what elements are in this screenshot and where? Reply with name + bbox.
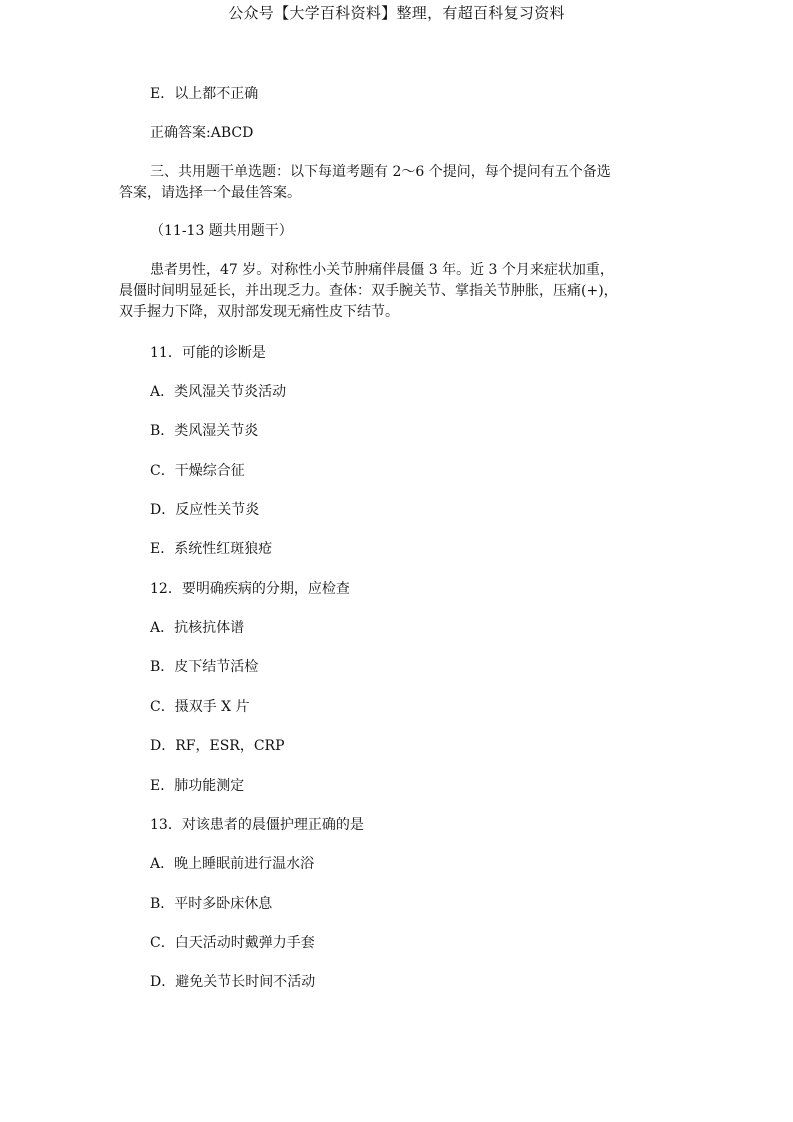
q11-option-b: B．类风湿关节炎 [150, 423, 259, 439]
question-12: 12．要明确疾病的分期，应检查 [150, 581, 350, 597]
section-instructions-line2: 答案，请选择一个最佳答案。 [119, 185, 301, 201]
q12-option-e: E．肺功能测定 [150, 778, 245, 794]
q11-option-c: C．干燥综合征 [150, 463, 245, 479]
q13-option-d: D．避免关节长时间不活动 [150, 974, 316, 990]
question-13: 13．对该患者的晨僵护理正确的是 [150, 817, 364, 833]
q12-option-a: A．抗核抗体谱 [150, 620, 245, 636]
section-instructions-line1: 三、共用题干单选题：以下每道考题有 2～6 个提问，每个提问有五个备选 [150, 164, 611, 180]
shared-stem-title: （11-13 题共用题干） [150, 223, 293, 239]
prev-option-e: E．以上都不正确 [150, 86, 259, 102]
q13-option-c: C．白天活动时戴弹力手套 [150, 935, 315, 951]
case-stem-line1: 患者男性，47 岁。对称性小关节肿痛伴晨僵 3 年。近 3 个月来症状加重， [150, 262, 614, 278]
q12-option-b: B．皮下结节活检 [150, 659, 259, 675]
q11-option-a: A．类风湿关节炎活动 [150, 384, 287, 400]
q11-option-e: E．系统性红斑狼疮 [150, 541, 273, 557]
question-11: 11．可能的诊断是 [150, 345, 266, 361]
case-stem [119, 260, 699, 323]
prev-correct-answer: 正确答案:ABCD [150, 125, 254, 141]
q13-option-b: B．平时多卧床休息 [150, 896, 273, 912]
q13-option-a: A．晚上睡眠前进行温水浴 [150, 856, 315, 872]
q12-option-d: D．RF，ESR，CRP [150, 738, 285, 754]
case-stem-line3: 双手握力下降，双肘部发现无痛性皮下结节。 [119, 304, 399, 320]
page-header: 公众号【大学百科资料】整理，有超百科复习资料 [228, 4, 565, 22]
q12-option-c: C．摄双手 X 片 [150, 699, 250, 715]
case-stem-line2: 晨僵时间明显延长，并出现乏力。查体：双手腕关节、掌指关节肿胀，压痛(+)， [119, 283, 618, 299]
section-instructions [119, 162, 699, 204]
q11-option-d: D．反应性关节炎 [150, 502, 260, 518]
